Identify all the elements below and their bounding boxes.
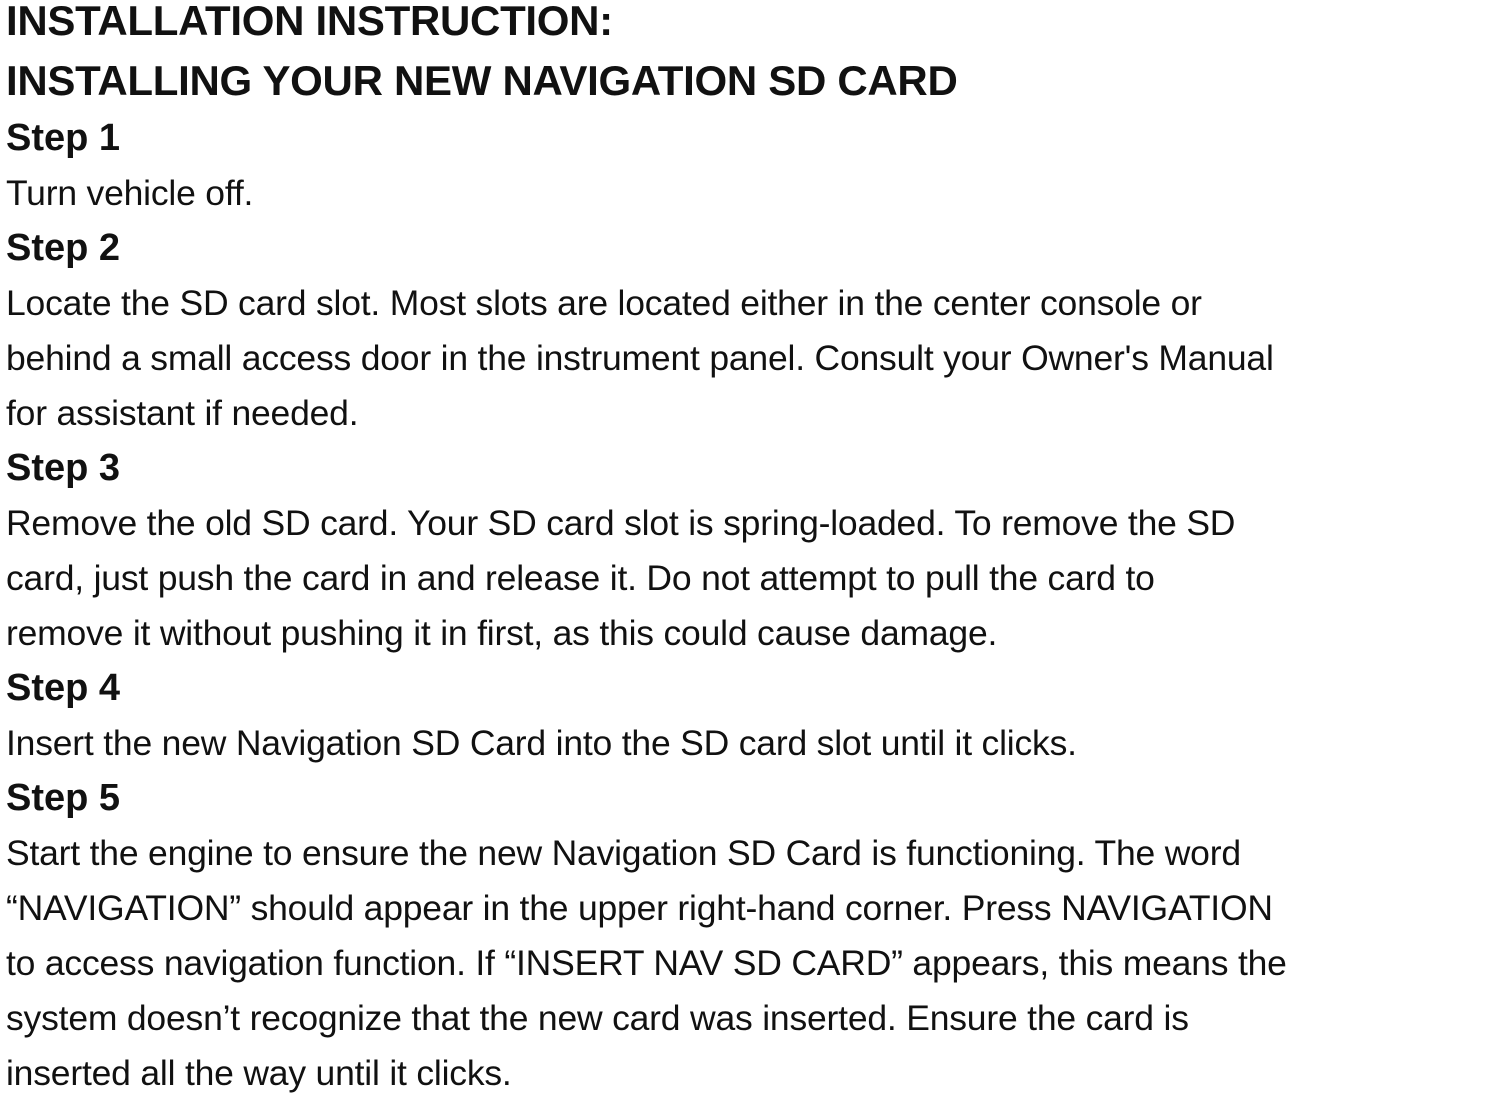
step-text-line: card, just push the card in and release it. Do not attempt to pull the card to <box>6 558 1155 598</box>
step-2 <box>6 221 1500 441</box>
step-text-line: Turn vehicle off. <box>6 173 254 213</box>
step-text-line: Remove the old SD card. Your SD card slot is spring-loaded. To remove the SD <box>6 503 1236 543</box>
step-text-line: inserted all the way until it clicks. <box>6 1053 512 1093</box>
step-4 <box>6 661 1500 771</box>
step-heading: Step 1 <box>6 117 121 159</box>
document-title-line-1: INSTALLATION INSTRUCTION: <box>6 0 613 44</box>
step-text-line: Start the engine to ensure the new Navigation SD Card is functioning. The word <box>6 833 1241 873</box>
step-3 <box>6 441 1500 661</box>
step-text-line: Insert the new Navigation SD Card into the SD card slot until it clicks. <box>6 723 1077 763</box>
step-heading: Step 4 <box>6 667 121 709</box>
step-text-line: for assistant if needed. <box>6 393 359 433</box>
step-text-line: to access navigation function. If “INSERT NAV SD CARD” appears, this means the <box>6 943 1287 983</box>
step-text-line: behind a small access door in the instrument panel. Consult your Owner's Manual <box>6 338 1274 378</box>
step-text-line: remove it without pushing it in first, as this could cause damage. <box>6 613 998 653</box>
step-1 <box>6 111 1500 221</box>
step-text-line: “NAVIGATION” should appear in the upper right-hand corner. Press NAVIGATION <box>6 888 1273 928</box>
step-heading: Step 5 <box>6 777 121 819</box>
step-heading: Step 3 <box>6 447 121 489</box>
step-text-line: system doesn’t recognize that the new card was inserted. Ensure the card is <box>6 998 1189 1038</box>
step-text-line: Locate the SD card slot. Most slots are located either in the center console or <box>6 283 1202 323</box>
step-5 <box>6 771 1500 1101</box>
step-heading: Step 2 <box>6 227 121 269</box>
document-title-line-2: INSTALLING YOUR NEW NAVIGATION SD CARD <box>6 57 958 104</box>
